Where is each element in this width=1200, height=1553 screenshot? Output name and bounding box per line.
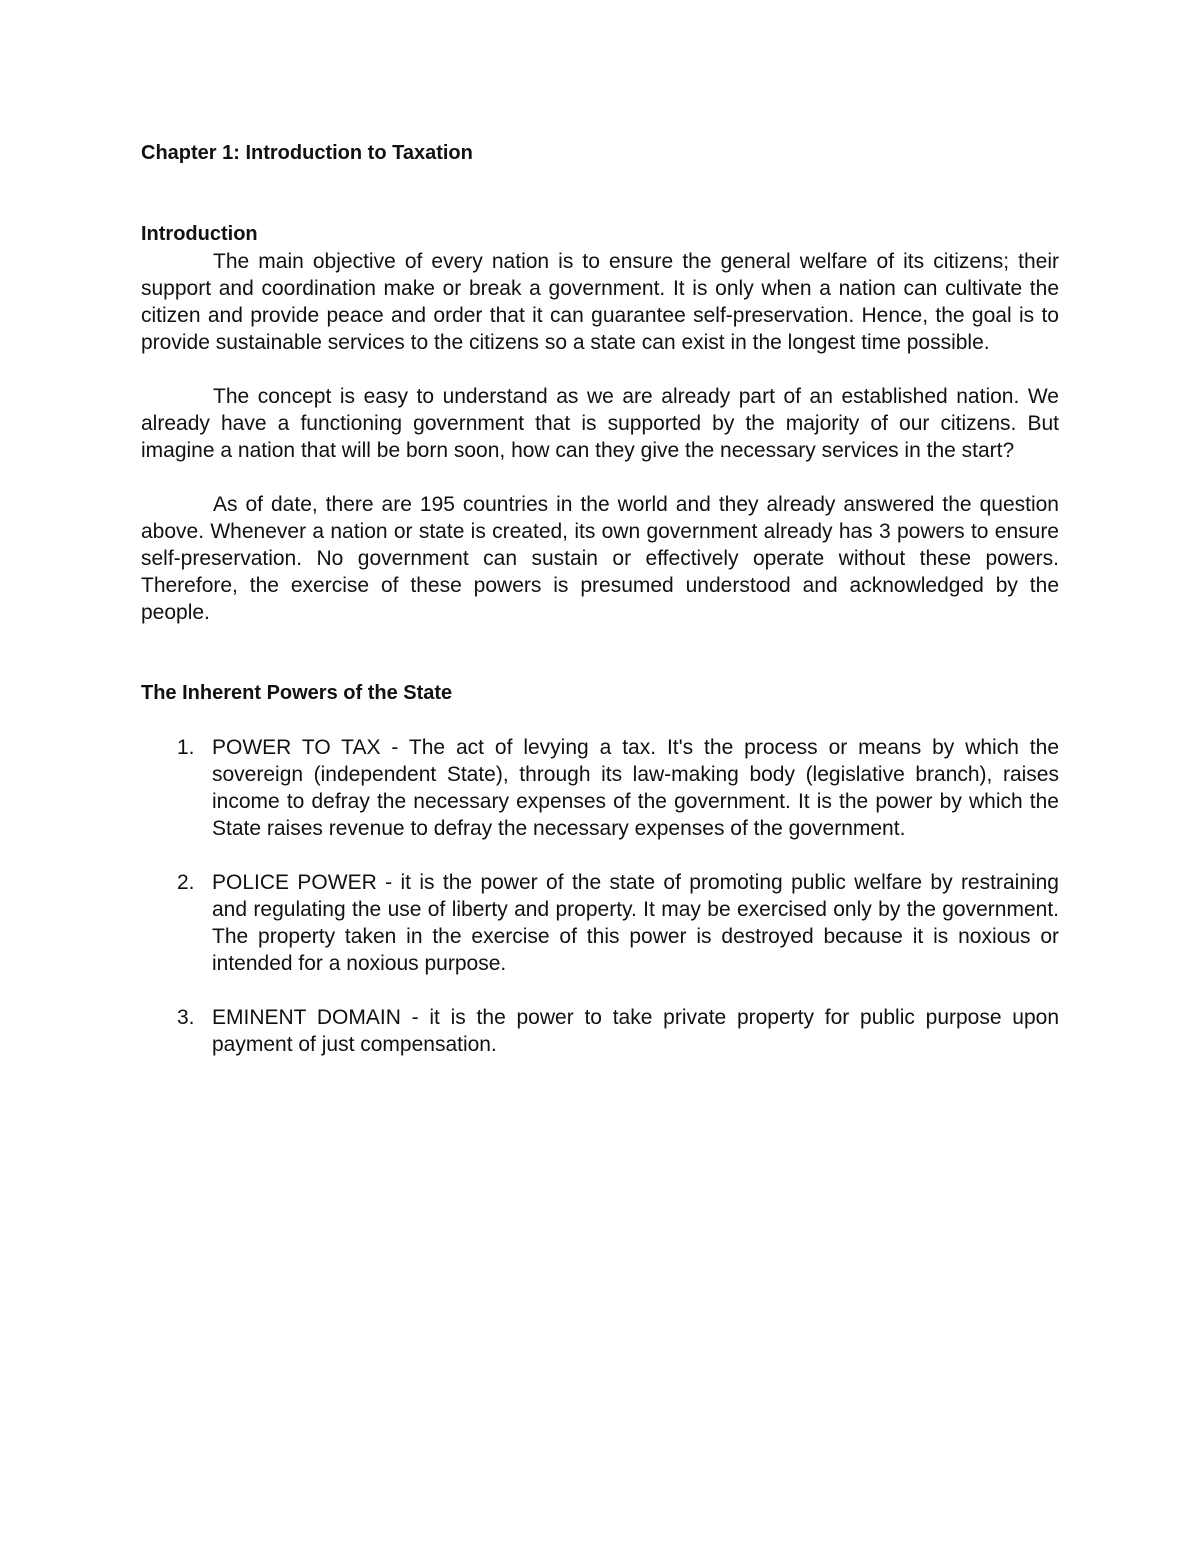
chapter-title: Chapter 1: Introduction to Taxation	[141, 142, 473, 164]
list-item-number: 2.	[177, 871, 195, 894]
list-item-text: POLICE POWER - it is the power of the state of promoting public welfare by restraining and regulating the use of liberty and property. It may be exercised only by the government. The property taken in the exercise of this power is destroyed because it is noxious or intended for a noxious purpose.	[212, 871, 1059, 975]
intro-paragraph-1: The main objective of every nation is to ensure the general welfare of its citizens; their support and coordination make or break a government. It is only when a nation can cultivate the citizen and provide peace and order that it can guarantee self-preservation. Hence, the goal is to provide sustainable services to the citizens so a state can exist in the longest time possible.	[141, 250, 1059, 354]
introduction-heading: Introduction	[141, 223, 258, 245]
list-item-number: 3.	[177, 1006, 195, 1029]
list-item-text: POWER TO TAX - The act of levying a tax. It's the process or means by which the sovereign (independent State), through its law-making body (legislative branch), raises income to defray the necessary expenses of the government. It is the power by which the State raises revenue to defray the necessary expenses of the government.	[212, 736, 1059, 840]
inherent-powers-heading: The Inherent Powers of the State	[141, 682, 453, 704]
intro-paragraph-3: As of date, there are 195 countries in the world and they already answered the question above. Whenever a nation or state is created, its own government already has 3 powers to ensure self-preservation. No government can sustain or effectively operate without these powers. Therefore, the exercise of these powers is presumed understood and acknowledged by the people.	[141, 493, 1059, 624]
inherent-powers-list	[141, 734, 1059, 1058]
list-item-police-power	[141, 869, 1059, 977]
intro-paragraph-2: The concept is easy to understand as we are already part of an established nation. We already have a functioning government that is supported by the majority of our citizens. But imagine a nation that will be born soon, how can they give the necessary services in the start?	[141, 385, 1059, 462]
list-item-number: 1.	[177, 736, 195, 759]
list-item-power-to-tax	[141, 734, 1059, 842]
list-item-text: EMINENT DOMAIN - it is the power to take private property for public purpose upon payment of just compensation.	[212, 1006, 1059, 1056]
list-item-eminent-domain	[141, 1004, 1059, 1058]
page-content	[141, 140, 1059, 1085]
